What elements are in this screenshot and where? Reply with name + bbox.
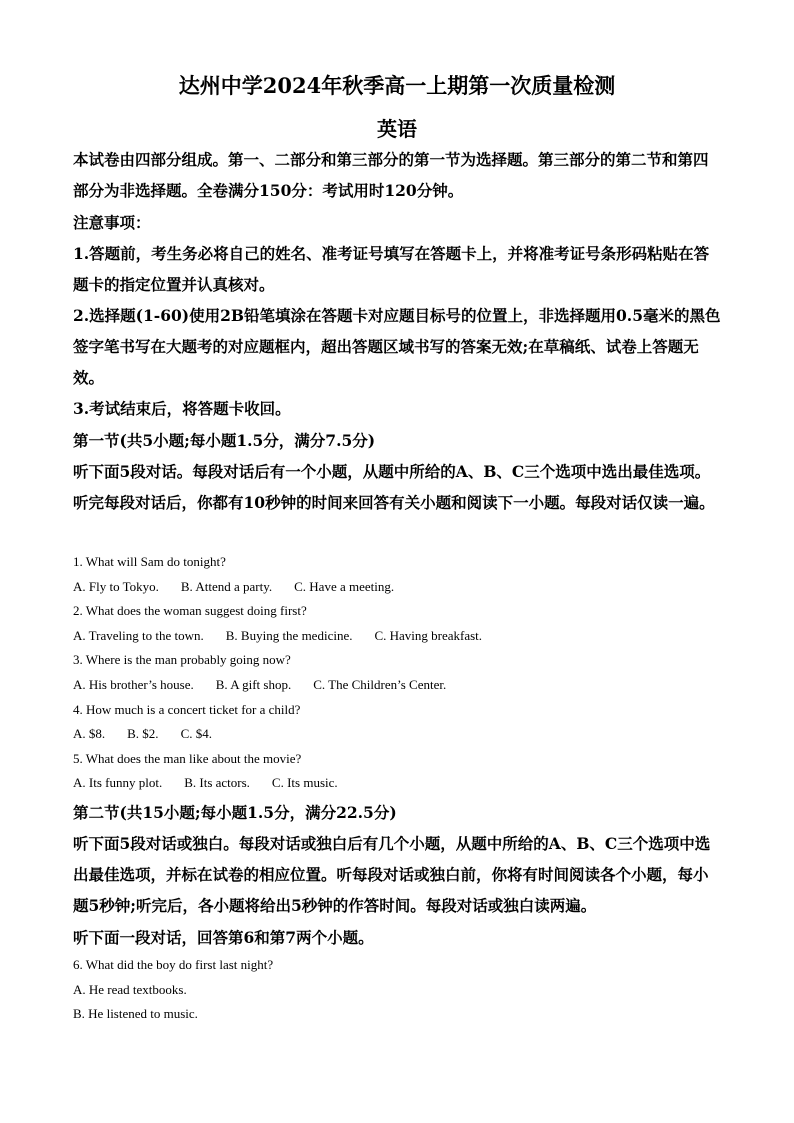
question-3: 3. Where is the man probably going now?: [73, 652, 291, 667]
question-4-options: [73, 722, 723, 747]
option-a: A. Traveling to the town.: [73, 628, 204, 643]
option-b: B. Buying the medicine.: [225, 628, 353, 643]
option-b: B. A gift shop.: [215, 677, 292, 692]
option-a: A. $8.: [73, 726, 106, 741]
option-a: A. His brother’s house.: [73, 677, 194, 692]
question-4: 4. How much is a concert ticket for a child?: [73, 702, 301, 717]
option-b: B. Attend a party.: [180, 579, 273, 594]
question-2-options: [73, 624, 723, 649]
question-3-options: [73, 673, 723, 698]
question-2: 2. What does the woman suggest doing first?: [73, 603, 307, 618]
note-item-3: 3.考试结束后，将答题卡收回。: [73, 399, 291, 418]
option-b: B. $2.: [127, 726, 159, 741]
option-b: B. Its actors.: [184, 775, 250, 790]
option-a: A. Fly to Tokyo.: [73, 579, 159, 594]
question-6-option-a: A. He read textbooks.: [73, 982, 187, 997]
section2-sub-instruction: 听下面一段对话，回答第6和第7两个小题。: [73, 928, 374, 947]
question-5: 5. What does the man like about the movie?: [73, 751, 302, 766]
subject-title: 英语: [377, 117, 417, 141]
option-c: C. Its music.: [271, 775, 338, 790]
option-c: C. Having breakfast.: [374, 628, 483, 643]
notes-heading: 注意事项：: [73, 213, 151, 232]
exam-title: 达州中学2024年秋季高一上期第一次质量检测: [178, 73, 616, 98]
option-a: A. Its funny plot.: [73, 775, 163, 790]
section1-heading: 第一节(共5小题;每小题1.5分，满分7.5分): [73, 431, 376, 450]
section2-heading: 第二节(共15小题;每小题1.5分，满分22.5分): [73, 803, 397, 822]
option-c: C. $4.: [180, 726, 212, 741]
question-6: 6. What did the boy do first last night?: [73, 957, 274, 972]
note-item-1: 1.答题前，考生务必将自己的姓名、准考证号填写在答题卡上，并将准考证号条形码粘贴在答题卡的指定位置并认真核对。: [73, 244, 710, 294]
option-c: C. Have a meeting.: [294, 579, 395, 594]
exam-intro: 本试卷由四部分组成。第一、二部分和第三部分的第一节为选择题。第三部分的第二节和第四部分为非选择题。全卷满分150分：考试用时120分钟。: [73, 150, 709, 200]
question-1-options: [73, 575, 723, 600]
question-1: 1. What will Sam do tonight?: [73, 554, 226, 569]
note-item-2: 2.选择题(1-60)使用2B铅笔填涂在答题卡对应题目标号的位置上，非选择题用0.5毫米的黑色签字笔书写在大题考的对应题框内，超出答题区域书写的答案无效;在草稿纸、试卷上答题无效。: [73, 306, 721, 387]
section2-instruction: 听下面5段对话或独白。每段对话或独白后有几个小题，从题中所给的A、B、C三个选项中选出最佳选项，并标在试卷的相应位置。听每段对话或独白前，你将有时间阅读各个小题，每小题5秒钟;听完后，各小题将给出5秒钟的作答时间。每段对话或独白读两遍。: [73, 834, 711, 915]
section1-instruction: 听下面5段对话。每段对话后有一个小题，从题中所给的A、B、C三个选项中选出最佳选项。听完每段对话后，你都有10秒钟的时间来回答有关小题和阅读下一小题。每段对话仅读一遍。: [73, 462, 715, 512]
question-6-option-b: B. He listened to music.: [73, 1006, 198, 1021]
question-5-options: [73, 771, 723, 796]
option-c: C. The Children’s Center.: [313, 677, 447, 692]
